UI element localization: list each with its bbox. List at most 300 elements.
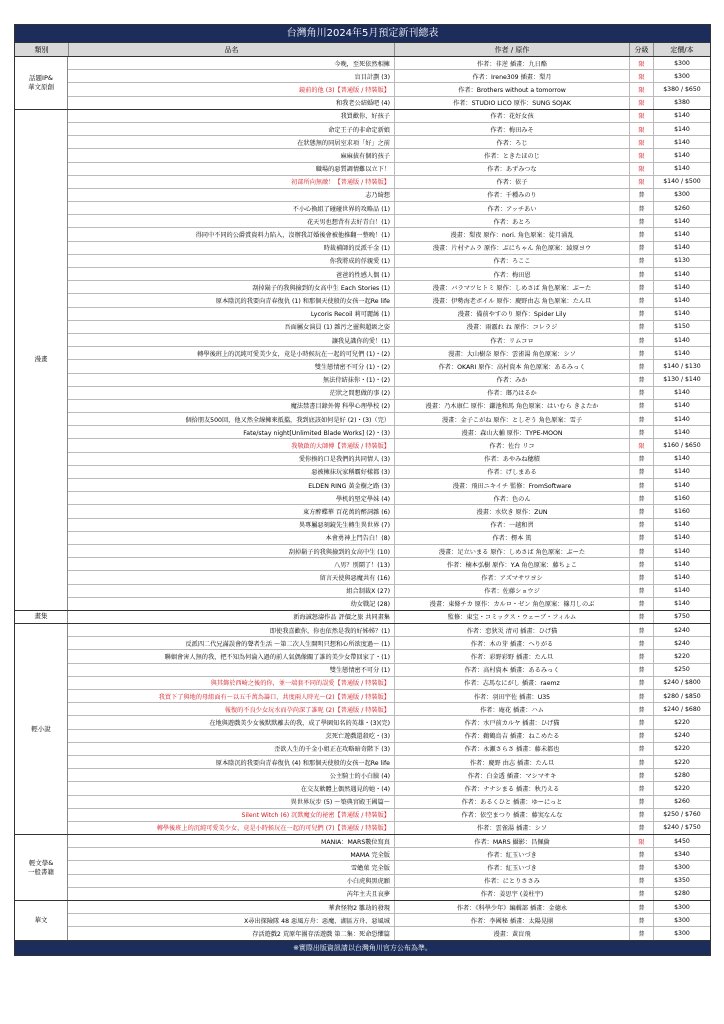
- book-name: 職場的惡質調情難以立下！: [315, 166, 390, 174]
- book-rating: 普: [629, 927, 653, 939]
- book-name: 在交友軟體上偶然遇見的她・(4): [300, 785, 390, 793]
- book-rating: 普: [629, 716, 653, 728]
- book-price: $300: [653, 901, 710, 913]
- header-name: 品名: [68, 43, 394, 56]
- table-row: [68, 531, 710, 544]
- book-rating: 普: [629, 387, 653, 399]
- book-rating: 普: [629, 505, 653, 517]
- table-row: [68, 702, 710, 715]
- book-rating: 普: [629, 769, 653, 781]
- table-row: [68, 82, 710, 95]
- book-author: 作者：あやみね穗積: [394, 453, 629, 465]
- book-name: 雙生戀情密不可分 (1)・(2): [314, 363, 390, 371]
- table-row: [68, 359, 710, 372]
- book-author: 漫畫：森山大輔 原作：TYPE-MOON: [394, 426, 629, 438]
- book-price: $140: [653, 163, 710, 175]
- book-rating: 普: [629, 875, 653, 887]
- book-author: 作者：《科學少年》編輯部 插畫：金德永: [394, 901, 629, 913]
- book-author: 作者：雲雀湯 插畫：シソ: [394, 822, 629, 834]
- book-author: 漫畫：伊勢海老ボイル 原作：慶野由志 角色原案：たん旦: [394, 294, 629, 306]
- book-author: 作者：ろじ: [394, 136, 629, 148]
- book-price: $140: [653, 294, 710, 306]
- book-name: 與其飾於西崎之後的你，並一端套不同的誤愛【普通版 / 特裝版】: [210, 680, 390, 688]
- table-row: [68, 624, 710, 636]
- book-rating: 普: [629, 624, 653, 636]
- table-row: [68, 201, 710, 214]
- book-author: 作者：色のん: [394, 492, 629, 504]
- book-rating: 限: [629, 97, 653, 109]
- table-row: [68, 57, 710, 69]
- table-row: [68, 597, 710, 610]
- book-rating: 限: [629, 57, 653, 69]
- book-name: 歪欲人生的千金小姐正在攻略暗奇階下 (3): [274, 746, 390, 754]
- book-price: $140: [653, 519, 710, 531]
- table-row: [68, 649, 710, 662]
- book-rating: 限: [629, 176, 653, 188]
- section-rows: [68, 611, 710, 623]
- book-rating: 限: [629, 123, 653, 135]
- book-author: 作者：アズマサワヨシ: [394, 571, 629, 583]
- book-price: $300: [653, 861, 710, 873]
- table-row: [68, 122, 710, 135]
- table-row: [68, 227, 710, 240]
- book-author: 作者：一越和習: [394, 519, 629, 531]
- book-price: $140: [653, 426, 710, 438]
- table-row: [68, 412, 710, 425]
- book-author: 作者：佐台 リコ: [394, 439, 629, 451]
- section-rows: [68, 57, 710, 109]
- book-rating: 限: [629, 163, 653, 175]
- book-rating: 普: [629, 374, 653, 386]
- book-price: $140: [653, 585, 710, 597]
- table-row: [68, 69, 710, 82]
- book-author: 作者：依空まつり 插畫：藤実なんな: [394, 809, 629, 821]
- book-name: 異專屬惡刻鏡先生轉生異世界 (7): [298, 522, 390, 530]
- book-name: 惡被擁抹玩家稱霸好樣都 (3): [311, 469, 390, 477]
- book-name: 八男？別鬧了！(13): [333, 561, 390, 569]
- table-row: [68, 280, 710, 293]
- book-author: 漫畫：東條チカ 原作：カルロ・ゼン 角色原案：篠月しのぶ: [394, 598, 629, 610]
- table-row: [68, 162, 710, 175]
- table-row: [68, 544, 710, 557]
- book-author: 作者：紅玉いづき: [394, 848, 629, 860]
- table-row: [68, 307, 710, 320]
- table-body: [15, 56, 710, 940]
- section: [15, 900, 710, 940]
- header-category: 類別: [34, 45, 49, 54]
- book-price: $160: [653, 492, 710, 504]
- book-price: $150: [653, 321, 710, 333]
- book-name: 刮掉鬍子的我與撿到的女高中生 Each Stories (1): [252, 284, 390, 292]
- book-name: 不小心換組了碰碰世界的攻略品 (1): [292, 205, 390, 213]
- book-price: $140: [653, 558, 710, 570]
- book-rating: 普: [629, 400, 653, 412]
- book-rating: 普: [629, 413, 653, 425]
- section: [15, 623, 710, 834]
- section-rows: [68, 110, 710, 610]
- table-row: [68, 241, 710, 254]
- book-name: 我敬啟的大師傅【普通版 / 特裝版】: [291, 443, 390, 451]
- book-author: 作者：みか: [394, 374, 629, 386]
- book-rating: 限: [629, 149, 653, 161]
- table-row: [68, 267, 710, 280]
- book-author: 漫畫：水炊き 原作：ZUN: [394, 505, 629, 517]
- book-rating: 普: [629, 360, 653, 372]
- table-row: [68, 214, 710, 227]
- book-author: 作者：非逆 插畫：九日酪: [394, 57, 629, 69]
- table-row: [68, 901, 710, 913]
- book-price: $140: [653, 453, 710, 465]
- book-author: 作者：高村資本 插畫：あるみっく: [394, 664, 629, 676]
- book-name: 雙生戀情密不可分 (1): [329, 667, 390, 675]
- book-price: $140: [653, 571, 710, 583]
- book-author: 作者：姜思宇 (姜柱宇): [394, 888, 629, 900]
- book-name: 報復的不良少女玩水而孕尚深了誰呢 (2)【普通版 / 特裝版】: [224, 706, 390, 714]
- book-rating: 普: [629, 677, 653, 689]
- book-name: 得同中不同的公爵賞資料力陷入，沒辦我訂婚後會被他推翻一整晚！(1): [195, 232, 390, 240]
- book-price: $220: [653, 716, 710, 728]
- table-row: [68, 636, 710, 649]
- book-price: $220: [653, 650, 710, 662]
- book-name: 時裁補師的反派千金 (1): [323, 245, 390, 253]
- book-price: $140: [653, 598, 710, 610]
- book-name: 在狀態無的同居室求項「好」之前: [297, 139, 390, 147]
- book-price: $750: [653, 611, 710, 623]
- book-rating: 普: [629, 914, 653, 926]
- book-name: 初部所向無敵！【普通版 / 特裝版】: [291, 179, 390, 187]
- book-rating: 普: [629, 901, 653, 913]
- table-row: [68, 742, 710, 755]
- book-price: $130 / $140: [653, 374, 710, 386]
- book-rating: 普: [629, 281, 653, 293]
- book-author: 監修：東宝・コミックス・ウェーブ・フィルム: [394, 611, 629, 623]
- book-name: 烹死亡遊戲還殺吃・(3): [325, 733, 390, 741]
- book-price: $240 / $800: [653, 677, 710, 689]
- book-rating: 普: [629, 242, 653, 254]
- book-price: $140: [653, 149, 710, 161]
- book-author: 作者：にとりささみ: [394, 875, 629, 887]
- table-row: [68, 926, 710, 939]
- book-author: 作者：志馬なにがし 插畫：raemz: [394, 677, 629, 689]
- table-row: [68, 887, 710, 900]
- book-author: 作者：佐藤ショウジ: [394, 585, 629, 597]
- book-rating: 普: [629, 730, 653, 742]
- book-author: 作者：楞本 篤: [394, 532, 629, 544]
- book-name: ELDEN RING 黃金樹之路 (3): [308, 482, 390, 490]
- book-rating: 限: [629, 70, 653, 82]
- header-author: 作者 / 原作: [394, 43, 629, 56]
- book-price: $140: [653, 308, 710, 320]
- book-name: Lycoris Recoil 莉可麗絲 (1): [310, 311, 390, 319]
- book-name: 雪蟾菓 完全版: [350, 865, 390, 873]
- book-name: 即使我喜歡你，你也依然是我的好姊姊？(1): [269, 627, 390, 635]
- book-price: $380 / $650: [653, 83, 710, 95]
- book-rating: 限: [629, 110, 653, 122]
- section: [15, 109, 710, 610]
- book-author: 作者：ナナシまる 插畫：秋乃える: [394, 782, 629, 794]
- book-price: $140: [653, 347, 710, 359]
- book-price: $140: [653, 532, 710, 544]
- book-rating: 普: [629, 650, 653, 662]
- section: [15, 56, 710, 109]
- book-rating: 普: [629, 598, 653, 610]
- book-price: $250: [653, 664, 710, 676]
- book-name: 今晚，至死依然相擁: [334, 60, 390, 68]
- book-author: 作者：楠本弘樹 原作：Y.A 角色原案：藤ちょこ: [394, 558, 629, 570]
- book-price: $140: [653, 387, 710, 399]
- book-author: 漫畫：備前やすのり 原作：Spider Lily: [394, 308, 629, 320]
- book-price: $140: [653, 123, 710, 135]
- book-price: $140: [653, 413, 710, 425]
- book-price: $240: [653, 730, 710, 742]
- book-name: 異世界玩步 (5) ～築典宮殿王國篇～: [290, 799, 390, 807]
- table-row: [68, 135, 710, 148]
- book-name: 本會勇神上門告白！(8): [325, 535, 390, 543]
- book-price: $300: [653, 70, 710, 82]
- book-rating: 普: [629, 545, 653, 557]
- section-category: 話題IP& 華文原創: [15, 57, 68, 109]
- book-name: 命定王子的非命定新娘: [328, 126, 390, 134]
- book-author: 漫畫：乃木康仁 原作：鎌池和馬 角色原案：はいむら きよたか: [394, 400, 629, 412]
- table-row: [68, 847, 710, 860]
- book-author: 作者：げしまある: [394, 466, 629, 478]
- book-price: $250 / $760: [653, 809, 710, 821]
- table-row: [68, 584, 710, 597]
- book-price: $240 / $680: [653, 703, 710, 715]
- section-category: 輕小說: [15, 624, 68, 834]
- book-price: $340: [653, 848, 710, 860]
- table-row: [68, 478, 710, 491]
- section-rows: [68, 835, 710, 900]
- table-row: [68, 874, 710, 887]
- table-row: [68, 346, 710, 359]
- table-row: [68, 808, 710, 821]
- book-author: 作者：白金透 插畫：マシマサキ: [394, 769, 629, 781]
- section: [15, 834, 710, 900]
- book-name: 吾面屬女演員 (1) 雜污之靈與超級之姿: [284, 324, 390, 332]
- table-row: [68, 175, 710, 188]
- table-row: [68, 465, 710, 478]
- book-author: 作者：あとろ: [394, 215, 629, 227]
- book-rating: 普: [629, 571, 653, 583]
- table-row: [68, 795, 710, 808]
- table-row: [68, 425, 710, 438]
- book-name: 公主騎士的小白臉 (4): [329, 772, 390, 780]
- book-price: $140: [653, 400, 710, 412]
- book-author: 作者：羽田宇佐 插畫：U35: [394, 690, 629, 702]
- table-row: [68, 386, 710, 399]
- book-author: 作者：木の芽 插畫：へりがる: [394, 637, 629, 649]
- book-name: MANIA：MARS數位寫真: [321, 838, 390, 846]
- book-rating: 普: [629, 743, 653, 755]
- footer-note: ※實際出版資訊請以台灣角川官方公布為準。: [15, 940, 710, 955]
- table-row: [68, 663, 710, 676]
- book-price: $240: [653, 624, 710, 636]
- book-author: 漫畫：黃盲飛: [394, 927, 629, 939]
- table-row: [68, 755, 710, 768]
- book-rating: 普: [629, 558, 653, 570]
- table-row: [68, 557, 710, 570]
- book-price: $350: [653, 875, 710, 887]
- book-rating: 普: [629, 637, 653, 649]
- book-author: 作者：依子: [394, 176, 629, 188]
- book-name: 存活遊戲2 荒原年團存活遊戲 第二集：死命恐懼篇: [252, 930, 390, 938]
- book-author: 作者：Brothers without a tomorrow: [394, 83, 629, 95]
- book-rating: 限: [629, 136, 653, 148]
- book-name: 原本陰沉的我要向青春復仇 (1) 和那個天使般的女孩一起Re life: [215, 297, 390, 305]
- book-rating: 普: [629, 189, 653, 201]
- book-price: $240: [653, 637, 710, 649]
- book-name: 轉學後班上的沉純可愛美少女，竟是小時候玩在一起的可兒們 (7)【普通版 / 特裝版】: [156, 825, 390, 833]
- book-name: 幼女戰記 (28): [350, 601, 390, 609]
- book-price: $160: [653, 505, 710, 517]
- book-author: 作者：紅玉いづき: [394, 861, 629, 873]
- book-rating: 普: [629, 782, 653, 794]
- book-rating: 限: [629, 439, 653, 451]
- book-price: $160 / $650: [653, 439, 710, 451]
- book-author: 作者：あるくひと 插畫：ゆーにっと: [394, 796, 629, 808]
- table-row: [68, 729, 710, 742]
- book-rating: 普: [629, 519, 653, 531]
- book-name: 刮掉鬍子的我與撿到的女高中生 (10): [288, 548, 390, 556]
- book-price: $300: [653, 189, 710, 201]
- book-rating: 普: [629, 453, 653, 465]
- price-list-sheet: [14, 24, 711, 956]
- book-rating: 普: [629, 611, 653, 623]
- book-rating: 普: [629, 532, 653, 544]
- book-name: 爸爸的性感人偶 (1): [335, 271, 390, 279]
- book-author: 作者：OKARI 原作：高村資本 角色原案：あるみっく: [394, 360, 629, 372]
- book-author: 作者：千種みのり: [394, 189, 629, 201]
- book-rating: 普: [629, 426, 653, 438]
- book-name: 組合制裁X (27): [346, 588, 390, 596]
- table-row: [68, 254, 710, 267]
- book-name: 志乃綺想: [365, 192, 390, 200]
- book-rating: 普: [629, 888, 653, 900]
- table-row: [68, 438, 710, 451]
- book-author: 漫畫：足立いまる 原作：しめさば 角色原案：ぶーた: [394, 545, 629, 557]
- book-author: 作者：アッチあい: [394, 202, 629, 214]
- book-name: 無法侍結抹你・(1)・(2): [322, 377, 390, 385]
- book-rating: 普: [629, 228, 653, 240]
- book-author: 作者：慶野 由志 插畫：たん旦: [394, 756, 629, 768]
- book-price: $280: [653, 888, 710, 900]
- book-author: 作者：Irene309 插畫：梨月: [394, 70, 629, 82]
- book-name: Silent Witch (6) 沉默魔女的祕密【普通版 / 特裝版】: [241, 812, 390, 820]
- book-author: 漫畫：梨夜 原作：nori. 角色原案：徒月涌乱: [394, 228, 629, 240]
- book-name: 新海誠怒濤作品 評價之旅 共同畫集: [293, 614, 390, 622]
- table-row: [68, 835, 710, 847]
- book-author: 作者：あずみつな: [394, 163, 629, 175]
- book-name: MAMA 完全版: [350, 851, 390, 859]
- book-name: 我買下了與地的母組面有～以五千萬為籌口，共度兩人時光～(2)【普通版 / 特裝版】: [158, 693, 390, 701]
- book-price: $130: [653, 255, 710, 267]
- table-row: [68, 148, 710, 161]
- book-price: $140: [653, 110, 710, 122]
- book-author: 作者：ろここ: [394, 255, 629, 267]
- book-name: X尋出探險隊 48 惡風方舟：惡魔、湖區方舟、惡風城: [244, 917, 390, 925]
- table-row: [68, 110, 710, 122]
- book-price: $220: [653, 743, 710, 755]
- table-row: [68, 689, 710, 702]
- book-price: $300: [653, 927, 710, 939]
- book-rating: 普: [629, 334, 653, 346]
- book-rating: 普: [629, 215, 653, 227]
- book-price: $140 / $130: [653, 360, 710, 372]
- book-name: 華倉怪物2 雛劫的發現: [328, 904, 390, 912]
- book-price: $140: [653, 479, 710, 491]
- book-rating: 普: [629, 796, 653, 808]
- table-row: [68, 821, 710, 834]
- book-author: 漫畫：バラマツヒトミ 原作：しめさば 角色原案：ぶーた: [394, 281, 629, 293]
- book-rating: 普: [629, 703, 653, 715]
- book-author: 作者：MARS 攝影：昌佩倫: [394, 835, 629, 847]
- table-row: [68, 611, 710, 623]
- book-name: 小白虎與黑虎願: [346, 878, 390, 886]
- book-rating: 普: [629, 809, 653, 821]
- book-price: $140: [653, 466, 710, 478]
- book-price: $380: [653, 97, 710, 109]
- table-row: [68, 293, 710, 306]
- book-price: $240 / $750: [653, 822, 710, 834]
- book-name: Fate/stay night[Unlimited Blade Works] (2)・(3): [243, 429, 390, 437]
- book-author: 漫畫：雨霰れ ね 原作：コレラジ: [394, 321, 629, 333]
- book-name: 鏡前的他 (3)【普通版 / 特裝版】: [299, 86, 390, 94]
- section-category: 華文: [15, 901, 68, 940]
- book-name: 東方醉蝶華 百花萬的醉詞雜 (6): [303, 508, 390, 516]
- book-author: 作者：花好女孩: [394, 110, 629, 122]
- table-row: [68, 320, 710, 333]
- book-rating: 普: [629, 690, 653, 702]
- table-row: [68, 570, 710, 583]
- table-row: [68, 452, 710, 465]
- book-name: 愛你揍的口是我們的共同情人 (3): [298, 456, 390, 464]
- book-price: $280: [653, 769, 710, 781]
- book-name: 原本陰沉的我要向青春復仇 (4) 和那個天使般的女孩一起Re life: [215, 759, 390, 767]
- book-name: 在地與遊戲美少女後默默離去的我，成了學園知名的英雄・(3)(完): [209, 719, 390, 727]
- book-author: 作者：永瀬さらさ 插畫：藤未都也: [394, 743, 629, 755]
- book-name: 個拾朋友500回，他又然全線擁來抵擋，我到底該如何是好 (2)・(3)（完）: [185, 416, 390, 424]
- book-author: 作者：鵜鶴鳥吉 插畫：ねこめたる: [394, 730, 629, 742]
- table-row: [68, 491, 710, 504]
- book-price: $140: [653, 281, 710, 293]
- table-row: [68, 860, 710, 873]
- table-row: [68, 676, 710, 689]
- book-price: $300: [653, 914, 710, 926]
- book-price: $300: [653, 57, 710, 69]
- book-author: 漫畫：飛田ニキイチ 監修：FromSoftware: [394, 479, 629, 491]
- book-price: $140: [653, 228, 710, 240]
- book-name: 聯姻會害人無的我，把不知為何淪入過的前人氣偶像關了誰的美少女帶回家了・(1): [164, 654, 390, 662]
- book-price: $260: [653, 796, 710, 808]
- book-name: 魔法禁書目錄外傳 科學心理學校 (2): [290, 403, 390, 411]
- book-author: 作者：李國秘 插畫：太陽晃團: [394, 914, 629, 926]
- book-rating: 普: [629, 756, 653, 768]
- book-rating: 限: [629, 83, 653, 95]
- book-rating: 普: [629, 664, 653, 676]
- section: [15, 610, 710, 623]
- table-row: [68, 96, 710, 109]
- book-name: 學机的堅定學妹 (4): [335, 495, 390, 503]
- table-row: [68, 188, 710, 201]
- book-price: $140: [653, 136, 710, 148]
- book-price: $140 / $500: [653, 176, 710, 188]
- book-rating: 普: [629, 268, 653, 280]
- book-author: 作者：ときたほのじ: [394, 149, 629, 161]
- section-category: 畫集: [15, 611, 68, 623]
- book-price: $280 / $850: [653, 690, 710, 702]
- book-name: 芮年主夫且哀夢: [346, 891, 390, 899]
